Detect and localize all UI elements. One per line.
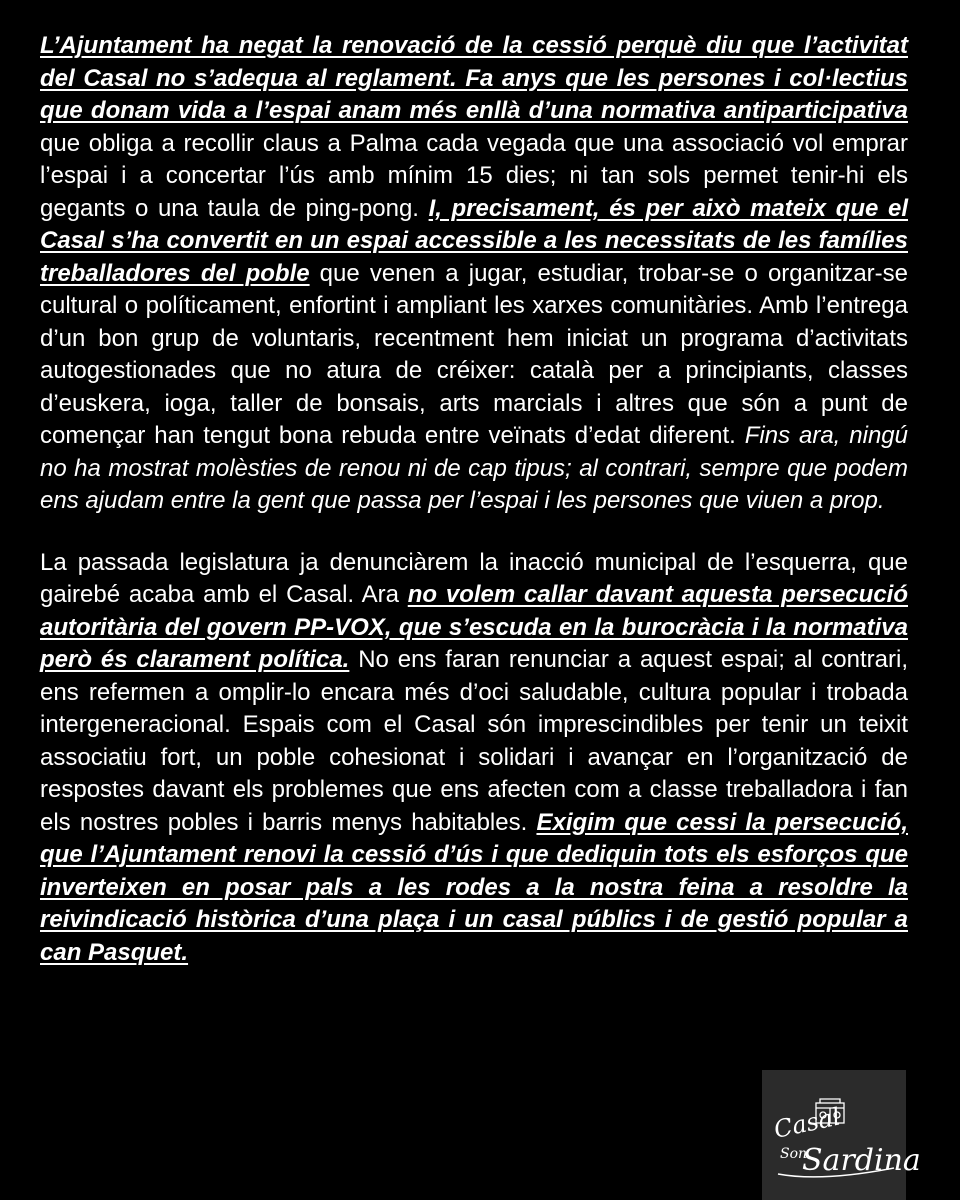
statement-text	[40, 30, 908, 969]
logo-line-3: Sardina	[802, 1143, 921, 1178]
casal-son-sardina-logo	[762, 1070, 921, 1200]
emphasis-text: L’Ajuntament ha negat la renovació de la cessió perquè diu que l’activitat del Casal no s’adequa al reglament. Fa anys que les persones i col·lectius que donam vida a l’espai anam més enllà d’una normativa antiparticipativa	[40, 32, 908, 124]
body-text: No ens faran renunciar a aquest espai; al contrari, ens refermen a omplir-lo encara més d’oci saludable, cultura popular i trobada intergeneracional. Espais com el Casal són imprescindibles per tenir un teixit associatiu fort, un poble cohesionat i solidari i avançar en l’organització de respostes davant els problemes que ens afecten com a classe treballadora i fan els nostres pobles i barris menys habitables.	[40, 646, 908, 836]
logo-graphic	[762, 1070, 921, 1200]
paragraph-2	[40, 547, 908, 970]
body-text: que venen a jugar, estudiar, trobar-se o organitzar-se cultural o políticament, enfortint i ampliant les xarxes comunitàries. Amb l’entrega d’un bon grup de voluntaris, recentment hem iniciat un programa d’activitats autogestionades que no atura de créixer: català per a principiants, classes d’euskera, ioga, taller de bonsais, arts marcials i altres que són a punt de començar han tengut bona rebuda entre veïnats d’edat diferent.	[40, 259, 909, 449]
paragraph-1	[40, 30, 908, 518]
emphasis-text: I, precisament, és per això mateix que el Casal s’ha convertit en un espai accessible a les necessitats de les famílies treballadores del poble	[40, 194, 909, 287]
body-text: que obliga a recollir claus a Palma cada vegada que una associació vol emprar l’espai i a concertar l’ús amb mínim 15 dies; ni tan sols permet tenir-hi els gegants o una taula de ping-pong.	[40, 129, 908, 222]
italic-text: Fins ara, ningú no ha mostrat molèsties de renou ni de cap tipus; al contrari, sempre que podem ens ajudam entre la gent que passa per l’espai i les persones que viuen a prop.	[40, 422, 908, 514]
logo-line-2: Son	[780, 1146, 808, 1162]
logo-line-1: Casal	[771, 1102, 843, 1144]
body-text: La passada legislatura ja denunciàrem la inacció municipal de l’esquerra, que gairebé acaba amb el Casal. Ara	[40, 548, 908, 608]
emphasis-text: no volem callar davant aquesta persecució autoritària del govern PP-VOX, que s’escuda en la burocràcia i la normativa però és clarament política.	[40, 581, 908, 673]
emphasis-text: Exigim que cessi la persecució, que l’Ajuntament renovi la cessió d’ús i que dediquin tots els esforços que inverteixen en posar pals a les rodes a la nostra feina a resoldre la reivindicació històrica d’una plaça i un casal públics i de gestió popular a can Pasquet.	[40, 808, 909, 966]
